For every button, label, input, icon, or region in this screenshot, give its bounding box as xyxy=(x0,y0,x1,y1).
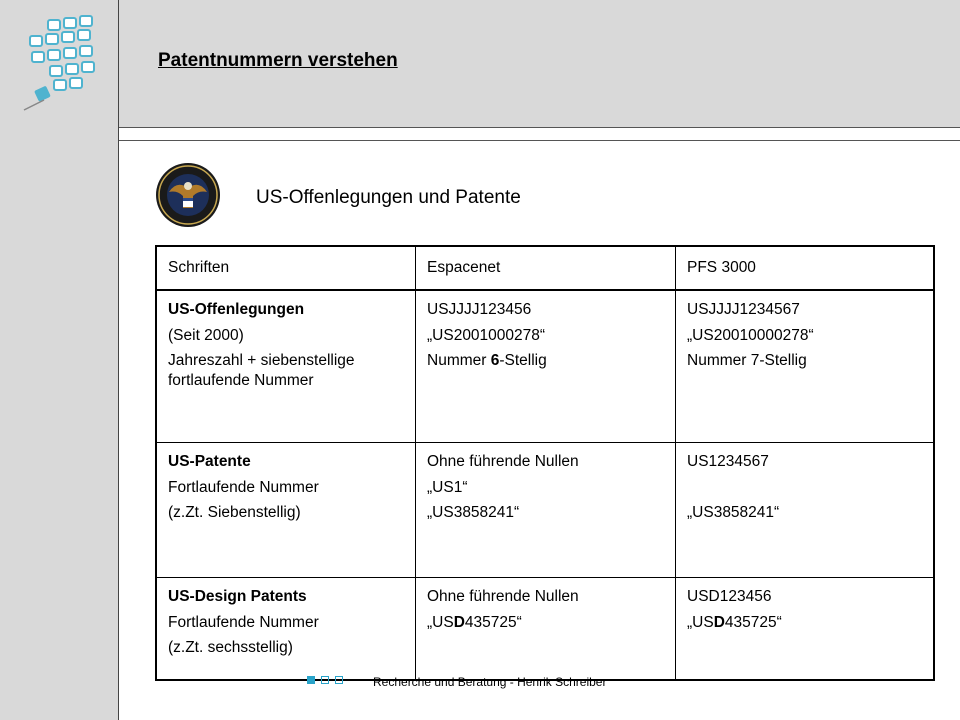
table-header-cell: Schriften xyxy=(156,246,416,290)
cell-line: Jahreszahl + siebenstellige fortlaufende Nummer xyxy=(168,352,355,390)
company-logo-icon xyxy=(14,14,106,114)
table-row xyxy=(156,577,934,680)
table-cell xyxy=(676,577,935,680)
cell-line: „US3858241“ xyxy=(687,504,780,522)
uspto-seal-icon xyxy=(155,162,221,228)
table-cell xyxy=(416,577,676,680)
cell-line: US1234567 xyxy=(687,452,769,470)
cell-line: Fortlaufende Nummer xyxy=(168,613,319,631)
table-header-cell: Espacenet xyxy=(416,246,676,290)
cell-line: USJJJJ1234567 xyxy=(687,300,800,318)
table-row xyxy=(156,290,934,443)
section-subtitle: US-Offenlegungen und Patente xyxy=(256,187,521,208)
table-cell xyxy=(676,442,935,577)
cell-line: Nummer 7-Stellig xyxy=(687,352,807,370)
cell-line: US-Patente xyxy=(168,452,251,470)
table-cell xyxy=(156,442,416,577)
footer-square-outline xyxy=(321,676,329,684)
cell-spacer xyxy=(687,478,923,498)
cell-line: „USD435725“ xyxy=(427,613,522,631)
table-cell xyxy=(416,442,676,577)
cell-line: Fortlaufende Nummer xyxy=(168,478,319,496)
cell-line: USJJJJ123456 xyxy=(427,300,532,318)
table-header-cell: PFS 3000 xyxy=(676,246,935,290)
cell-line: „US20010000278“ xyxy=(687,326,814,344)
cell-line: USD123456 xyxy=(687,587,772,605)
header-divider xyxy=(0,127,960,128)
table-cell xyxy=(676,290,935,443)
footer-text: Recherche und Beratung - Henrik Schreiber xyxy=(373,675,607,689)
cell-line: US-Offenlegungen xyxy=(168,300,305,318)
table-header-row xyxy=(156,246,934,290)
cell-line: Ohne führende Nullen xyxy=(427,587,579,605)
cell-line: „USD435725“ xyxy=(687,613,782,631)
cell-line: (z.Zt. sechsstellig) xyxy=(168,639,293,657)
header-band xyxy=(0,0,960,128)
page-title: Patentnummern verstehen xyxy=(158,50,398,71)
cell-line: (z.Zt. Siebenstellig) xyxy=(168,504,301,522)
cell-line: US-Design Patents xyxy=(168,587,307,605)
table-row xyxy=(156,442,934,577)
table-cell xyxy=(156,577,416,680)
table-cell xyxy=(416,290,676,443)
cell-line: „US3858241“ xyxy=(427,504,520,522)
patent-number-table xyxy=(155,245,935,681)
table-cell xyxy=(156,290,416,443)
cell-line: „US2001000278“ xyxy=(427,326,546,344)
footer-square-outline xyxy=(335,676,343,684)
cell-line: (Seit 2000) xyxy=(168,326,244,344)
header-divider-lower xyxy=(0,140,960,141)
cell-line: „US1“ xyxy=(427,478,468,496)
cell-line: Ohne führende Nullen xyxy=(427,452,579,470)
footer-square-filled xyxy=(307,676,315,684)
cell-line: Nummer 6-Stellig xyxy=(427,352,547,370)
